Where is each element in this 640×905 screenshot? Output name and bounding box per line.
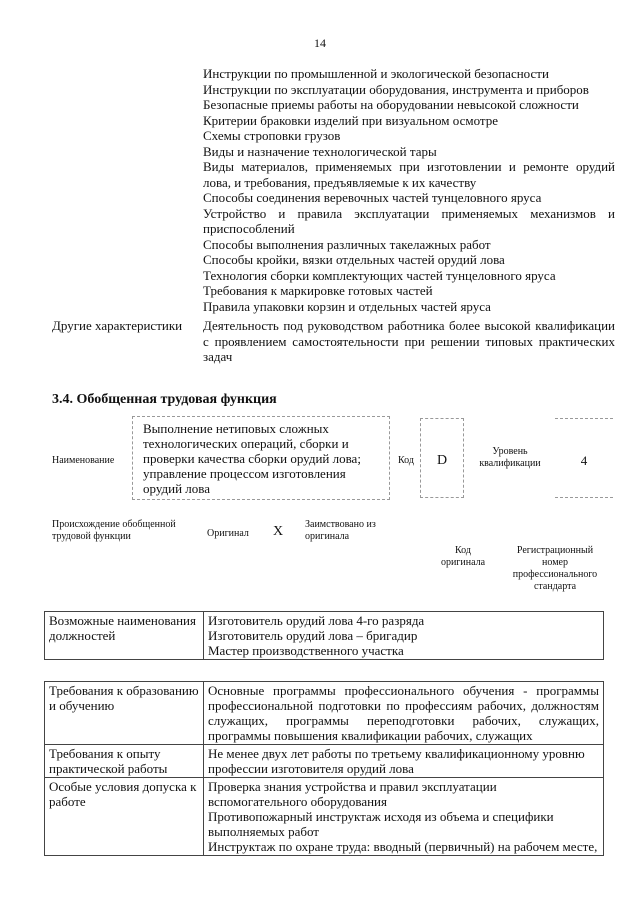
- requirement-value: Не менее двух лет работы по третьему квалификационному уровню профессии изготовителя орудий лова: [204, 745, 604, 778]
- positions-table: [44, 611, 604, 660]
- list-item: Инструкции по эксплуатации оборудования, инструмента и приборов: [203, 81, 589, 97]
- other-characteristics-label: Другие характеристики: [52, 318, 183, 333]
- list-item: Способы соединения веревочных частей тунцеловного яруса: [203, 190, 542, 205]
- other-characteristics-text: Деятельность под руководством работника более высокой квалификации с проявлением самостоятельности при решении типовых практических задач: [203, 318, 615, 364]
- list-item: Критерии браковки изделий при визуальном осмотре: [203, 112, 499, 128]
- list-item: Виды материалов, применяемых при изготовлении и ремонте орудий лова, и требования, предъявляемые к их качеству: [203, 159, 615, 190]
- list-item: Мастер производственного участка: [208, 643, 404, 658]
- list-item: Способы кройки, вязки отдельных частей орудий лова: [203, 252, 505, 267]
- requirement-label: Особые условия допуска к работе: [45, 778, 204, 856]
- list-item: Инструкции по промышленной и экологической безопасности: [203, 66, 549, 81]
- list-item: Противопожарный инструктаж исходя из объема и специфики выполняемых работ: [208, 809, 554, 839]
- table-row: [45, 612, 604, 660]
- list-item: Технология сборки комплектующих частей тунцеловного яруса: [203, 267, 556, 283]
- list-item: Требования к маркировке готовых частей: [203, 283, 433, 298]
- requirement-value: Основные программы профессионального обучения - программы профессиональной подготовки по профессиям рабочих, должностям служащих, программы переподготовки рабочих, служащих, программы повышения квалификации рабочих, служащих: [204, 682, 604, 745]
- list-item: Изготовитель орудий лова 4-го разряда: [208, 613, 425, 628]
- name-label: Наименование: [52, 455, 115, 466]
- requirement-value: [204, 778, 604, 856]
- list-item: Правила упаковки корзин и отдельных частей яруса: [203, 298, 491, 314]
- level-box: [555, 418, 613, 498]
- list-item: Безопасные приемы работы на оборудовании невысокой сложности: [203, 97, 579, 112]
- code-value: D: [436, 453, 448, 468]
- knowledge-list: [203, 66, 615, 314]
- code-label: Код: [398, 455, 414, 466]
- level-label: Уровень квалификации: [479, 446, 541, 469]
- positions-values: [204, 612, 604, 660]
- list-item: Изготовитель орудий лова – бригадир: [208, 628, 418, 643]
- borrowed-label: Заимствовано из оригинала: [305, 519, 376, 542]
- code-original-label: Код оригинала: [440, 545, 486, 568]
- page-number: 14: [314, 36, 326, 50]
- positions-label: Возможные наименования должностей: [45, 612, 204, 660]
- requirement-label: Требования к опыту практической работы: [45, 745, 204, 778]
- table-row: [45, 778, 604, 856]
- registration-number-label: Регистрационный номер профессионального стандарта: [512, 545, 598, 592]
- name-value: Выполнение нетиповых сложных технологических операций, сборки и проверки качества сборки орудий лова; управление процессом изготовления орудий лова: [143, 421, 361, 496]
- list-item: Схемы строповки грузов: [203, 128, 341, 143]
- table-row: [45, 682, 604, 745]
- origin-label: Происхождение обобщенной трудовой функции: [52, 519, 176, 542]
- list-item: Устройство и правила эксплуатации применяемых механизмов и приспособлений: [203, 205, 615, 236]
- level-value: 4: [580, 453, 588, 468]
- section-title: 3.4. Обобщенная трудовая функция: [52, 392, 277, 407]
- requirement-label: Требования к образованию и обучению: [45, 682, 204, 745]
- list-item: Способы выполнения различных такелажных работ: [203, 236, 491, 252]
- list-item: Инструктаж по охране труда: вводный (первичный) на рабочем месте,: [208, 839, 598, 854]
- requirements-table: [44, 681, 604, 856]
- list-item: Виды и назначение технологической тары: [203, 143, 437, 159]
- name-box: [132, 416, 390, 500]
- original-label: Оригинал: [207, 528, 249, 539]
- table-row: [45, 745, 604, 778]
- original-mark: X: [273, 524, 284, 539]
- code-box: [420, 418, 464, 498]
- list-item: Проверка знания устройства и правил эксплуатации вспомогательного оборудования: [208, 779, 497, 809]
